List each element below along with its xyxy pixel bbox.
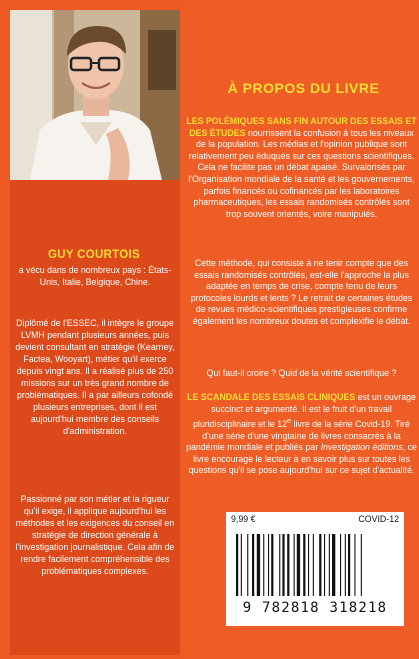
about-paragraph-3: Qui faut-il croire ? Quid de la vérité scientifique ? <box>206 368 397 378</box>
series-code-label: COVID-12 <box>358 514 399 524</box>
about-paragraph-4-body-c: , ce livre encourage le lecteur à en savoir plus sur toutes les questions qu'il se pose aujourd'hui sur ce sujet d'actualité. <box>188 442 417 476</box>
about-paragraph-2: Cette méthode, qui consiste à ne tenir compte que des essais randomisés contrôlés, est-elle l'approche la plus adaptée en temps de crise, compte tenu de leurs protocoles lourds et lents ? Le retrait de certaines études de revues médico-scientifiques prestigieuses confirme également les nombreux doutes et complexifie le débat. <box>190 258 413 326</box>
author-name: GUY COURTOIS <box>48 249 140 261</box>
author-photo <box>10 10 180 180</box>
about-paragraph-4 <box>186 392 417 477</box>
about-book-title: À PROPOS DU LIVRE <box>227 80 380 96</box>
barcode-card <box>226 512 404 626</box>
about-paragraph-4-heading: LE SCANDALE DES ESSAIS CLINIQUES <box>187 392 356 402</box>
about-paragraph-4-sup: e <box>287 416 292 426</box>
author-bio-method: Passionné par son métier et la rigueur qu'il exige, il applique aujourd'hui les méthodes et les exigences du conseil en stratégie de direction générale à l'investigation journalistique. Cela afin de rendre facilement compréhensible des problématiques complexes. <box>15 494 175 576</box>
author-portrait-image <box>10 10 180 180</box>
about-paragraph-1-body: nourrissent la confusion à tous les niveaux de la population. Les médias et l'opinion publique sont relativement peu éduqués sur ces questions scientifiques. Cela ne facilite pas un débat apaisé. Survalorisés par l'Organisation mondiale de la santé et les gouvernements, parfois financés ou cofinancés par les laboratoires pharmaceutiques, les essais randomisés contrôlés sont trop souvent orientés, voire manipulés. <box>188 127 415 219</box>
isbn-digits: 9 782818 318218 <box>242 600 388 616</box>
author-bio-countries: a vécu dans de nombreux pays : États-Unis, Italie, Belgique, Chine. <box>18 265 172 287</box>
about-paragraph-1-heading: LES POLÉMIQUES SANS FIN AUTOUR DES ESSAIS ET DES ÉTUDES <box>186 116 417 138</box>
author-bio-career: Diplômé de l'ESSEC, il intègre le groupe LVMH pendant plusieurs années, puis devient consultant en stratégie (Kearney, Factea, Wooyart), métier qu'il exerce depuis vingt ans. Il a réalisé plus de 250 missions sur un très grand nombre de problématiques. Il a par ailleurs cofondé plusieurs entreprises, dont il est aujourd'hui membre des conseils d'administration. <box>15 318 175 436</box>
about-paragraph-4-body-b: livre de la série Covid-19. Tiré d'une série d'une vingtaine de livres consacrés à la pandémie mondiale et publiés par <box>186 419 410 453</box>
barcode-bars <box>234 534 396 598</box>
price-label: 9,99 € <box>231 514 256 524</box>
about-paragraph-1 <box>186 116 417 220</box>
about-paragraph-4-body-a: est un ouvrage succinct et argumenté. Il est le fruit d'un travail pluridisciplinaire et le 12 <box>193 392 416 430</box>
publisher-name: Investigation éditions <box>320 442 403 453</box>
